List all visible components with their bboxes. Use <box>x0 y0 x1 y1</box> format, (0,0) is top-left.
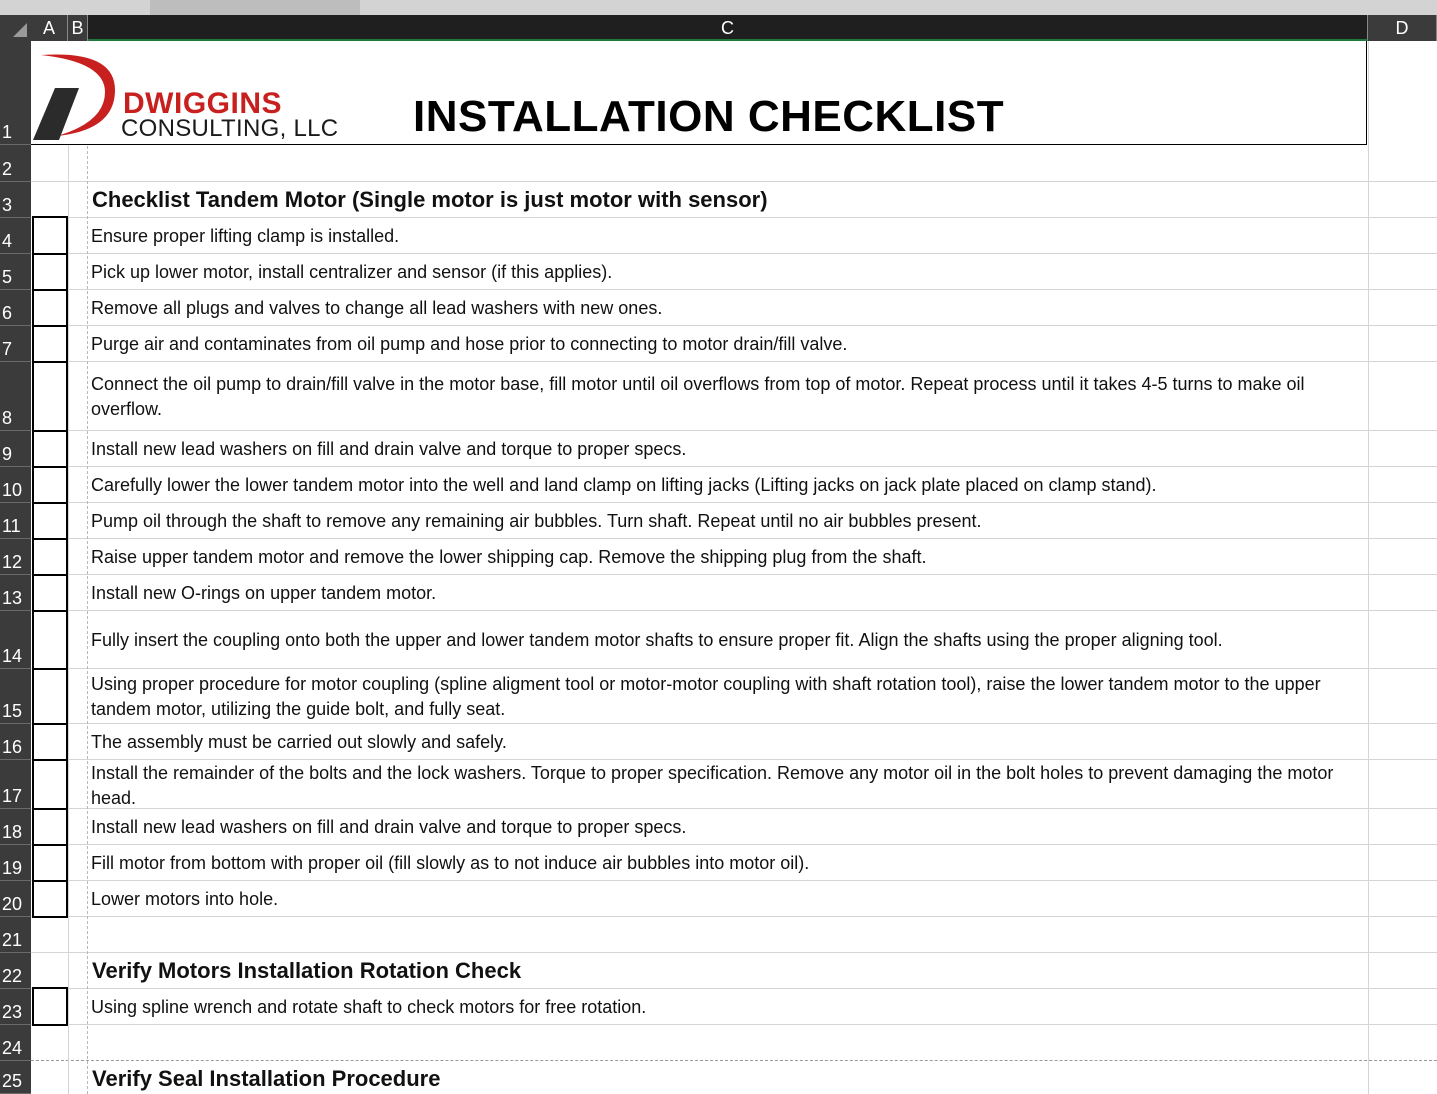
row-header-19[interactable]: 19 <box>0 845 31 881</box>
column-header-a[interactable]: A <box>31 15 68 41</box>
gridline <box>31 325 1437 326</box>
gridline <box>31 759 1437 760</box>
checkbox-row-7[interactable] <box>32 325 68 363</box>
checklist-item-23: Using spline wrench and rotate shaft to check motors for free rotation. <box>91 997 647 1017</box>
gridline <box>31 668 1437 669</box>
gridline <box>31 988 1437 989</box>
row-header-10[interactable]: 10 <box>0 467 31 503</box>
select-all-corner[interactable] <box>0 15 31 41</box>
gridline <box>31 538 1437 539</box>
section-header-seal: Verify Seal Installation Procedure <box>92 1066 441 1091</box>
row-header-9[interactable]: 9 <box>0 431 31 467</box>
page-title: INSTALLATION CHECKLIST <box>413 92 1005 141</box>
gridline <box>1368 41 1369 1094</box>
row-header-20[interactable]: 20 <box>0 881 31 917</box>
checkbox-row-5[interactable] <box>32 253 68 291</box>
row-header-3[interactable]: 3 <box>0 182 31 218</box>
gridline <box>31 217 1437 218</box>
checkbox-row-9[interactable] <box>32 430 68 468</box>
checkbox-row-8[interactable] <box>32 361 68 432</box>
row-header-7[interactable]: 7 <box>0 326 31 362</box>
column-header-c[interactable]: C <box>88 15 1368 41</box>
checklist-item-18: Install new lead washers on fill and drain valve and torque to proper specs. <box>91 817 687 837</box>
checklist-item-6: Remove all plugs and valves to change all lead washers with new ones. <box>91 298 663 318</box>
gridline <box>31 723 1437 724</box>
gridline <box>31 610 1437 611</box>
checklist-item-11: Pump oil through the shaft to remove any remaining air bubbles. Turn shaft. Repeat until no air bubbles present. <box>91 511 982 531</box>
gridline <box>31 181 1437 182</box>
row-header-18[interactable]: 18 <box>0 809 31 845</box>
row-header-8[interactable]: 8 <box>0 362 31 431</box>
section-header-rotation: Verify Motors Installation Rotation Check <box>92 958 522 983</box>
gridline <box>31 430 1437 431</box>
checklist-item-4: Ensure proper lifting clamp is installed. <box>91 226 400 246</box>
checkbox-row-14[interactable] <box>32 610 68 670</box>
checkbox-row-11[interactable] <box>32 502 68 540</box>
gridline <box>31 289 1437 290</box>
checklist-item-9: Install new lead washers on fill and drain valve and torque to proper specs. <box>91 439 687 459</box>
checkbox-row-17[interactable] <box>32 759 68 810</box>
gridline <box>31 574 1437 575</box>
ribbon-strip <box>0 0 1437 15</box>
row-header-22[interactable]: 22 <box>0 953 31 989</box>
row-header-12[interactable]: 12 <box>0 539 31 575</box>
checkbox-row-23[interactable] <box>32 987 68 1026</box>
checkbox-row-6[interactable] <box>32 289 68 327</box>
ribbon-segment <box>150 0 360 15</box>
checklist-item-10: Carefully lower the lower tandem motor into the well and land clamp on lifting jacks (Lifting jacks on jack plate placed on clamp stand). <box>91 475 1157 495</box>
gridline <box>31 502 1437 503</box>
checkbox-row-15[interactable] <box>32 668 68 725</box>
checklist-item-20: Lower motors into hole. <box>91 889 279 909</box>
checkbox-row-16[interactable] <box>32 723 68 761</box>
gridline <box>31 916 1437 917</box>
logo-name: DWIGGINS <box>123 87 282 120</box>
row-header-4[interactable]: 4 <box>0 218 31 254</box>
checklist-item-19: Fill motor from bottom with proper oil (fill slowly as to not induce air bubbles into motor oil). <box>91 853 810 873</box>
row-header-13[interactable]: 13 <box>0 575 31 611</box>
section-header-tandem: Checklist Tandem Motor (Single motor is just motor with sensor) <box>92 187 768 212</box>
checkbox-row-10[interactable] <box>32 466 68 504</box>
gridline <box>68 41 69 1094</box>
checkbox-row-13[interactable] <box>32 574 68 612</box>
row-header-17[interactable]: 17 <box>0 760 31 809</box>
checklist-item-5: Pick up lower motor, install centralizer and sensor (if this applies). <box>91 262 613 282</box>
checkbox-row-12[interactable] <box>32 538 68 576</box>
checklist-item-12: Raise upper tandem motor and remove the lower shipping cap. Remove the shipping plug from the shaft. <box>91 547 927 567</box>
gridline <box>31 1024 1437 1025</box>
column-header-b[interactable]: B <box>68 15 88 41</box>
row-header-21[interactable]: 21 <box>0 917 31 953</box>
logo-subtitle: CONSULTING, LLC <box>121 115 339 142</box>
gridline <box>31 253 1437 254</box>
checklist-item-8: Connect the oil pump to drain/fill valve in the motor base, fill motor until oil overflows from top of motor. Repeat process until it takes 4-5 turns to make oil overflow. <box>91 374 1305 419</box>
print-area-line <box>87 41 88 1094</box>
checklist-item-13: Install new O-rings on upper tandem motor. <box>91 583 437 603</box>
gridline <box>31 466 1437 467</box>
page-break-line <box>31 1060 1437 1061</box>
gridline <box>31 361 1437 362</box>
logo-swoosh-icon <box>31 48 121 143</box>
checkbox-row-19[interactable] <box>32 844 68 882</box>
gridline <box>31 952 1437 953</box>
checkbox-row-20[interactable] <box>32 880 68 918</box>
row-header-15[interactable]: 15 <box>0 669 31 724</box>
row-header-6[interactable]: 6 <box>0 290 31 326</box>
gridline <box>31 844 1437 845</box>
checklist-item-17: Install the remainder of the bolts and the lock washers. Torque to proper specification. Remove any motor oil in the bolt holes to prevent damaging the motor head. <box>91 763 1334 808</box>
row-header-16[interactable]: 16 <box>0 724 31 760</box>
row-header-11[interactable]: 11 <box>0 503 31 539</box>
row-header-5[interactable]: 5 <box>0 254 31 290</box>
checklist-item-15: Using proper procedure for motor coupling (spline aligment tool or motor-motor coupling with shaft rotation tool), raise the lower tandem motor to the upper tandem motor, utilizing the guide bolt, and fully seat. <box>91 674 1321 719</box>
row-header-24[interactable]: 24 <box>0 1025 31 1061</box>
gridline <box>31 880 1437 881</box>
row-header-25[interactable]: 25 <box>0 1061 31 1094</box>
checkbox-row-18[interactable] <box>32 808 68 846</box>
checkbox-row-4[interactable] <box>32 216 68 255</box>
checklist-item-16: The assembly must be carried out slowly and safely. <box>91 732 507 752</box>
row-header-1[interactable]: 1 <box>0 41 31 145</box>
row-header-2[interactable]: 2 <box>0 145 31 182</box>
row-header-14[interactable]: 14 <box>0 611 31 669</box>
row-header-23[interactable]: 23 <box>0 989 31 1025</box>
checklist-item-7: Purge air and contaminates from oil pump and hose prior to connecting to motor drain/fill valve. <box>91 334 848 354</box>
select-all-icon <box>13 23 27 37</box>
column-header-d[interactable]: D <box>1368 15 1437 41</box>
checklist-item-14: Fully insert the coupling onto both the upper and lower tandem motor shafts to ensure proper fit. Align the shafts using the proper aligning tool. <box>91 630 1223 650</box>
